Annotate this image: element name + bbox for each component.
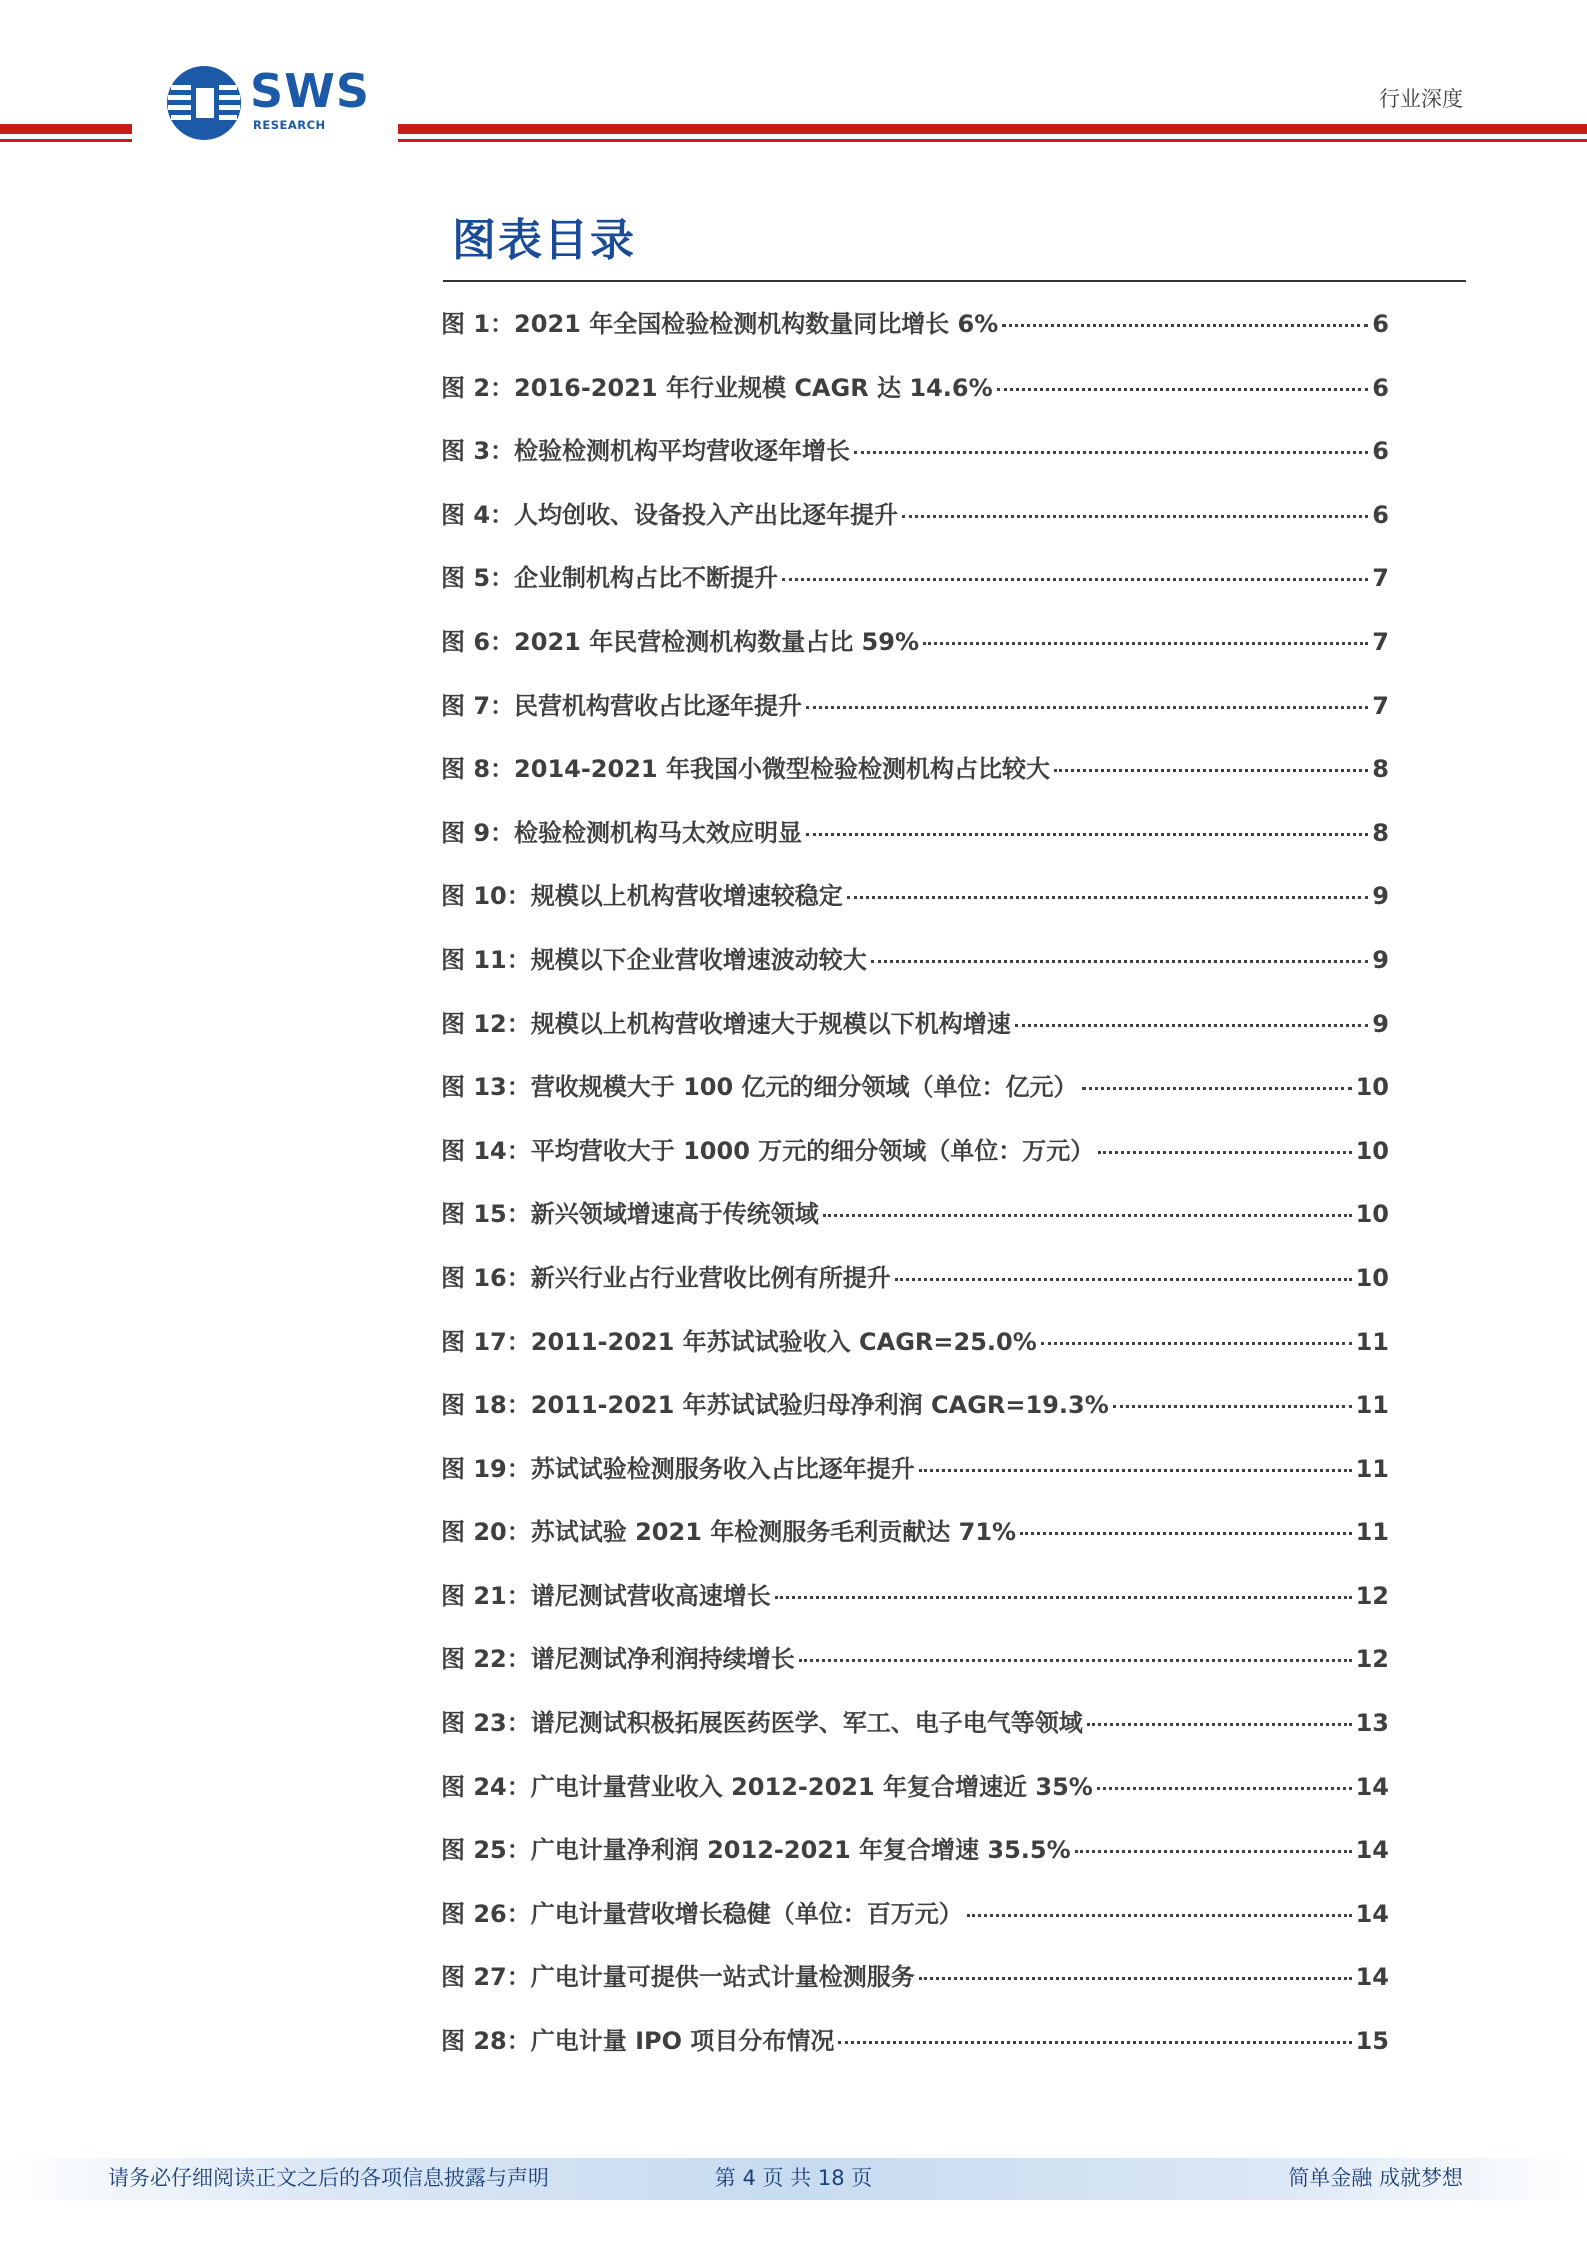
toc-entry-label: 图 21：谱尼测试营收高速增长 bbox=[441, 1581, 771, 1610]
toc-entry-label: 图 1：2021 年全国检验检测机构数量同比增长 6% bbox=[441, 310, 999, 338]
toc-entry-label: 图 2：2016-2021 年行业规模 CAGR 达 14.6% bbox=[441, 373, 993, 402]
toc-entry-label: 图 3：检验检测机构平均营收逐年增长 bbox=[441, 437, 851, 466]
toc-entry-page: 6 bbox=[1372, 437, 1389, 466]
toc-entry-page: 10 bbox=[1355, 1136, 1389, 1165]
toc-entry-page: 11 bbox=[1355, 1518, 1389, 1547]
toc-leader-dots bbox=[1082, 1087, 1352, 1090]
toc-entry[interactable] bbox=[441, 304, 1389, 368]
toc-leader-dots bbox=[775, 1596, 1352, 1599]
toc-entry[interactable] bbox=[441, 1767, 1389, 1831]
toc-entry[interactable] bbox=[441, 813, 1389, 877]
toc-entry[interactable] bbox=[441, 2021, 1389, 2085]
figure-list bbox=[441, 304, 1389, 2085]
header-rule-left-thin bbox=[0, 139, 132, 142]
toc-entry-label: 图 28：广电计量 IPO 项目分布情况 bbox=[441, 2027, 835, 2056]
sws-logo-icon bbox=[165, 64, 243, 142]
toc-entry-label: 图 16：新兴行业占行业营收比例有所提升 bbox=[441, 1263, 891, 1292]
toc-entry-label: 图 7：民营机构营收占比逐年提升 bbox=[441, 691, 803, 720]
toc-entry[interactable] bbox=[441, 1067, 1389, 1131]
toc-leader-dots bbox=[1097, 1787, 1352, 1790]
page-indicator: 第 4 页 共 18 页 bbox=[714, 2166, 873, 2190]
toc-entry-page: 9 bbox=[1372, 945, 1389, 974]
toc-leader-dots bbox=[871, 960, 1369, 963]
toc-entry-page: 8 bbox=[1372, 818, 1389, 847]
logo-wordmark: SWS bbox=[250, 64, 370, 118]
toc-entry-label: 图 9：检验检测机构马太效应明显 bbox=[441, 818, 803, 847]
toc-leader-dots bbox=[1020, 1532, 1352, 1535]
report-category-tag: 行业深度 bbox=[1379, 87, 1463, 111]
toc-entry-label: 图 5：企业制机构占比不断提升 bbox=[441, 564, 779, 593]
toc-leader-dots bbox=[1002, 324, 1368, 327]
toc-entry-page: 6 bbox=[1372, 310, 1389, 338]
toc-leader-dots bbox=[838, 2041, 1351, 2044]
toc-entry[interactable] bbox=[441, 686, 1389, 750]
toc-entry-label: 图 14：平均营收大于 1000 万元的细分领域（单位：万元） bbox=[441, 1136, 1095, 1165]
toc-entry-page: 11 bbox=[1355, 1327, 1389, 1356]
toc-entry[interactable] bbox=[441, 495, 1389, 559]
toc-entry[interactable] bbox=[441, 1576, 1389, 1640]
toc-leader-dots bbox=[923, 642, 1368, 645]
toc-entry-label: 图 11：规模以下企业营收增速波动较大 bbox=[441, 945, 867, 974]
toc-entry-label: 图 22：谱尼测试净利润持续增长 bbox=[441, 1645, 795, 1674]
toc-entry-page: 7 bbox=[1372, 627, 1389, 656]
toc-leader-dots bbox=[967, 1914, 1352, 1917]
toc-entry-label: 图 25：广电计量净利润 2012-2021 年复合增速 35.5% bbox=[441, 1836, 1071, 1865]
toc-leader-dots bbox=[1041, 1342, 1352, 1345]
toc-leader-dots bbox=[806, 833, 1368, 836]
toc-entry[interactable] bbox=[441, 1322, 1389, 1386]
toc-leader-dots bbox=[806, 706, 1368, 709]
toc-entry-label: 图 4：人均创收、设备投入产出比逐年提升 bbox=[441, 500, 899, 529]
toc-entry-page: 8 bbox=[1372, 755, 1389, 784]
toc-entry-label: 图 19：苏试试验检测服务收入占比逐年提升 bbox=[441, 1454, 915, 1483]
toc-entry[interactable] bbox=[441, 1258, 1389, 1322]
heading-divider bbox=[443, 280, 1466, 282]
toc-entry-label: 图 24：广电计量营业收入 2012-2021 年复合增速近 35% bbox=[441, 1772, 1093, 1801]
toc-entry-label: 图 20：苏试试验 2021 年检测服务毛利贡献达 71% bbox=[441, 1518, 1017, 1547]
toc-entry[interactable] bbox=[441, 1385, 1389, 1449]
toc-entry-page: 11 bbox=[1355, 1391, 1389, 1420]
header-rule-right-thin bbox=[398, 139, 1587, 142]
toc-leader-dots bbox=[902, 515, 1368, 518]
toc-entry[interactable] bbox=[441, 1449, 1389, 1513]
toc-entry-page: 12 bbox=[1355, 1645, 1389, 1674]
logo-subtext: RESEARCH bbox=[253, 118, 326, 132]
toc-entry-label: 图 10：规模以上机构营收增速较稳定 bbox=[441, 882, 843, 911]
toc-entry-page: 10 bbox=[1355, 1073, 1389, 1102]
toc-leader-dots bbox=[799, 1659, 1352, 1662]
sws-logo bbox=[165, 60, 375, 146]
toc-entry-page: 11 bbox=[1355, 1454, 1389, 1483]
toc-entry-page: 7 bbox=[1372, 564, 1389, 593]
toc-heading: 图表目录 bbox=[452, 215, 636, 266]
toc-entry-page: 7 bbox=[1372, 691, 1389, 720]
toc-entry-label: 图 23：谱尼测试积极拓展医药医学、军工、电子电气等领域 bbox=[441, 1709, 1083, 1738]
toc-entry[interactable] bbox=[441, 1639, 1389, 1703]
toc-leader-dots bbox=[1054, 769, 1368, 772]
toc-entry-page: 13 bbox=[1355, 1709, 1389, 1738]
toc-entry-page: 6 bbox=[1372, 500, 1389, 529]
toc-entry[interactable] bbox=[441, 368, 1389, 432]
toc-entry-label: 图 18：2011-2021 年苏试试验归母净利润 CAGR=19.3% bbox=[441, 1391, 1109, 1420]
toc-entry[interactable] bbox=[441, 1957, 1389, 2021]
toc-leader-dots bbox=[997, 388, 1369, 391]
toc-leader-dots bbox=[1113, 1405, 1352, 1408]
toc-entry-page: 9 bbox=[1372, 882, 1389, 911]
toc-entry[interactable] bbox=[441, 1830, 1389, 1894]
toc-entry-label: 图 27：广电计量可提供一站式计量检测服务 bbox=[441, 1963, 915, 1992]
footer-disclaimer: 请务必仔细阅读正文之后的各项信息披露与声明 bbox=[108, 2166, 549, 2190]
toc-leader-dots bbox=[919, 1469, 1352, 1472]
toc-entry[interactable] bbox=[441, 749, 1389, 813]
toc-entry-label: 图 6：2021 年民营检测机构数量占比 59% bbox=[441, 627, 920, 656]
footer-slogan: 简单金融 成就梦想 bbox=[1288, 2166, 1463, 2190]
toc-entry-label: 图 12：规模以上机构营收增速大于规模以下机构增速 bbox=[441, 1009, 1011, 1038]
toc-entry-page: 14 bbox=[1355, 1836, 1389, 1865]
toc-entry[interactable] bbox=[441, 1512, 1389, 1576]
header-rule-left bbox=[0, 124, 132, 134]
toc-entry-label: 图 17：2011-2021 年苏试试验收入 CAGR=25.0% bbox=[441, 1327, 1037, 1356]
toc-entry-page: 10 bbox=[1355, 1200, 1389, 1229]
toc-leader-dots bbox=[1098, 1151, 1351, 1154]
toc-entry-page: 15 bbox=[1355, 2027, 1389, 2056]
toc-entry[interactable] bbox=[441, 876, 1389, 940]
toc-entry-label: 图 26：广电计量营收增长稳健（单位：百万元） bbox=[441, 1899, 963, 1928]
toc-leader-dots bbox=[847, 896, 1369, 899]
toc-entry-page: 12 bbox=[1355, 1581, 1389, 1610]
toc-entry-page: 10 bbox=[1355, 1263, 1389, 1292]
toc-leader-dots bbox=[895, 1278, 1352, 1281]
header-rule-right bbox=[398, 124, 1587, 134]
toc-entry-label: 图 8：2014-2021 年我国小微型检验检测机构占比较大 bbox=[441, 755, 1050, 784]
toc-entry-label: 图 15：新兴领域增速高于传统领域 bbox=[441, 1200, 819, 1229]
toc-entry-page: 9 bbox=[1372, 1009, 1389, 1038]
toc-entry[interactable] bbox=[441, 1131, 1389, 1195]
toc-entry-label: 图 13：营收规模大于 100 亿元的细分领域（单位：亿元） bbox=[441, 1073, 1078, 1102]
toc-leader-dots bbox=[1087, 1723, 1352, 1726]
toc-entry[interactable] bbox=[441, 1004, 1389, 1068]
toc-entry[interactable] bbox=[441, 1894, 1389, 1958]
toc-leader-dots bbox=[1075, 1850, 1352, 1853]
toc-entry[interactable] bbox=[441, 1194, 1389, 1258]
toc-entry[interactable] bbox=[441, 1703, 1389, 1767]
toc-entry-page: 14 bbox=[1355, 1772, 1389, 1801]
toc-entry-page: 14 bbox=[1355, 1899, 1389, 1928]
toc-entry[interactable] bbox=[441, 558, 1389, 622]
toc-leader-dots bbox=[823, 1214, 1352, 1217]
toc-entry-page: 14 bbox=[1355, 1963, 1389, 1992]
toc-leader-dots bbox=[919, 1977, 1352, 1980]
toc-entry[interactable] bbox=[441, 622, 1389, 686]
toc-leader-dots bbox=[854, 451, 1368, 454]
toc-leader-dots bbox=[1015, 1024, 1369, 1027]
toc-entry[interactable] bbox=[441, 431, 1389, 495]
toc-entry[interactable] bbox=[441, 940, 1389, 1004]
toc-entry-page: 6 bbox=[1372, 373, 1389, 402]
toc-leader-dots bbox=[782, 578, 1368, 581]
